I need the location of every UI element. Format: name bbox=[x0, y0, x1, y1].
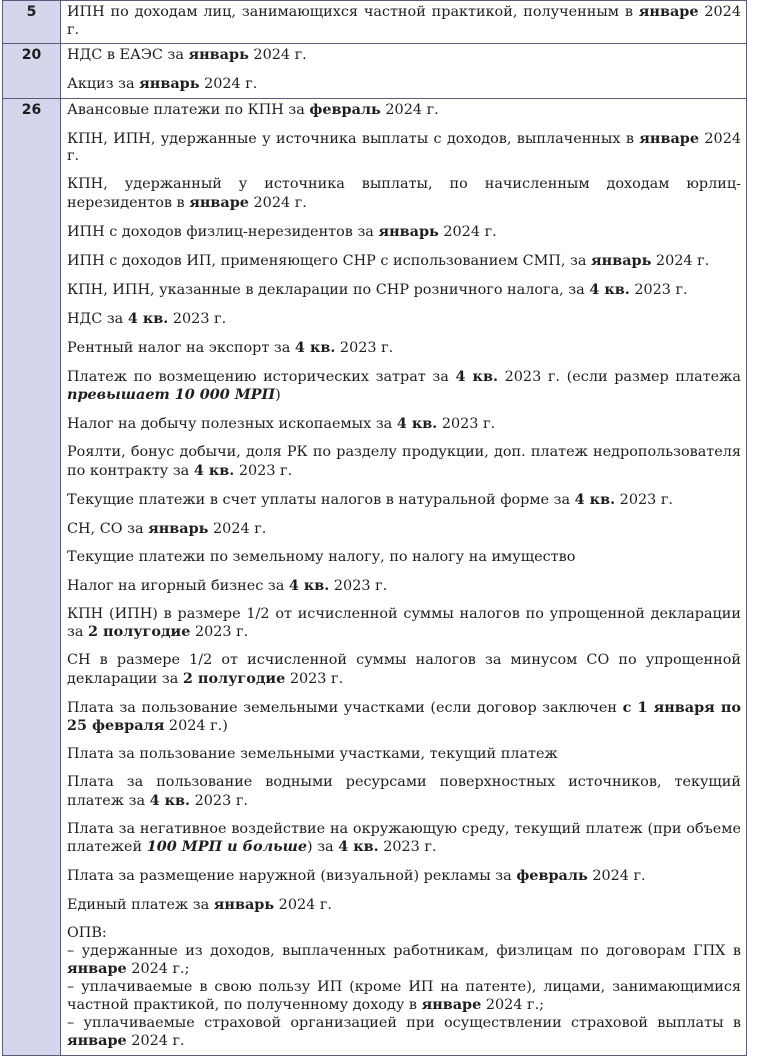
text-run: Рентный налог на экспорт за bbox=[67, 339, 295, 356]
text-run: 2024 г.) bbox=[164, 718, 228, 734]
emphasis-run: 4 кв. bbox=[294, 338, 336, 356]
obligation-item bbox=[67, 252, 741, 271]
emphasis-run: 4 кв. bbox=[149, 791, 191, 809]
obligation-item bbox=[67, 774, 741, 810]
text-run: 2024 г.; bbox=[481, 997, 545, 1013]
obligation-item bbox=[67, 867, 741, 886]
emphasis-run: 4 кв. bbox=[396, 415, 438, 432]
text-run: 2024 г. bbox=[126, 1033, 185, 1049]
table-row bbox=[3, 1, 747, 44]
text-run: Плата за негативное воздействие на окружающую среду, текущий платеж (при объеме платежей bbox=[67, 820, 741, 855]
text-run: Плата за пользование земельными участками, текущий платеж bbox=[67, 746, 558, 762]
emphasis-run: февраль bbox=[309, 100, 381, 118]
emphasis-run: превышает 10 000 МРП bbox=[67, 386, 276, 403]
obligations-cell bbox=[61, 44, 747, 99]
text-run: Текущие платежи по земельному налогу, по налогу на имущество bbox=[67, 548, 576, 565]
text-run: 2023 г. bbox=[234, 462, 293, 479]
obligation-item bbox=[67, 925, 741, 1051]
emphasis-run: с 1 января по 25 февраля bbox=[67, 698, 741, 734]
text-run: 2024 г. bbox=[199, 76, 258, 92]
obligation-item bbox=[67, 896, 741, 915]
text-run: 2023 г. bbox=[378, 839, 437, 855]
text-run: 2023 г. bbox=[168, 310, 227, 327]
obligation-item bbox=[67, 101, 741, 120]
text-run: 2024 г. bbox=[380, 101, 439, 118]
obligation-item bbox=[67, 130, 741, 166]
emphasis-run: 100 МРП и больше bbox=[146, 838, 307, 855]
text-run: 2024 г. bbox=[248, 194, 307, 211]
text-run: 2024 г. bbox=[67, 4, 741, 38]
day-number: 26 bbox=[3, 98, 61, 1055]
obligation-item bbox=[67, 444, 741, 480]
text-run: ОПВ: bbox=[67, 925, 107, 941]
obligation-line bbox=[67, 925, 741, 943]
obligation-line bbox=[67, 943, 741, 979]
text-run: 2024 г. bbox=[208, 520, 267, 537]
text-run: 2023 г. bbox=[190, 792, 248, 809]
emphasis-run: 4 кв. bbox=[589, 280, 630, 298]
emphasis-run: 4 кв. bbox=[193, 461, 235, 479]
obligation-item bbox=[67, 821, 741, 857]
text-run: 2024 г. bbox=[248, 47, 307, 63]
text-run: ИПН с доходов ИП, применяющего СНР с использованием СМП, за bbox=[67, 252, 592, 269]
text-run: 2024 г. bbox=[274, 897, 332, 913]
obligation-item bbox=[67, 746, 741, 764]
emphasis-run: 4 кв. bbox=[288, 576, 330, 594]
obligation-item bbox=[67, 176, 741, 212]
emphasis-run: январь bbox=[213, 896, 275, 913]
text-run: Акциз за bbox=[67, 76, 140, 92]
obligation-item bbox=[67, 652, 741, 688]
emphasis-run: 4 кв. bbox=[574, 490, 616, 508]
text-run: ИПН с доходов физлиц-нерезидентов за bbox=[67, 223, 379, 240]
emphasis-run: февраль bbox=[516, 867, 588, 884]
tax-calendar-table bbox=[2, 0, 747, 1056]
emphasis-run: январе bbox=[421, 996, 482, 1013]
text-run: – уплачиваемые страховой организацией при осуществлении страховой выплаты в bbox=[67, 1014, 741, 1031]
text-run: – уплачиваемые в свою пользу ИП (кроме ИП на патенте), лицами, занимающимися частной практикой, по полученному доходу в bbox=[67, 978, 741, 1013]
text-run: 2024 г.; bbox=[126, 961, 190, 977]
text-run: ) bbox=[275, 387, 281, 403]
text-run: НДС за bbox=[67, 310, 128, 327]
obligations-cell bbox=[61, 1, 747, 44]
text-run: СН, СО за bbox=[67, 520, 149, 537]
text-run: ИПН по доходам лиц, занимающихся частной практикой, полученным в bbox=[67, 4, 639, 20]
emphasis-run: январе bbox=[67, 1032, 127, 1049]
obligations-cell bbox=[61, 98, 747, 1055]
obligation-item bbox=[67, 339, 741, 358]
text-run: Плата за пользование водными ресурсами поверхностных источников, текущий платеж за bbox=[67, 774, 741, 809]
text-run: Плата за пользование земельными участками (если договор заключен bbox=[67, 699, 623, 716]
obligation-item bbox=[67, 606, 741, 642]
emphasis-run: 4 кв. bbox=[127, 309, 169, 327]
text-run: 2024 г. bbox=[587, 868, 646, 884]
text-run: Платеж по возмещению исторических затрат за bbox=[67, 368, 456, 385]
emphasis-run: 4 кв. bbox=[455, 367, 498, 385]
text-run: КПН, ИПН, удержанные у источника выплаты с доходов, выплаченных в bbox=[67, 130, 640, 147]
day-number: 20 bbox=[3, 44, 61, 99]
obligation-item bbox=[67, 281, 741, 300]
obligation-item bbox=[67, 75, 741, 94]
text-run: НДС в ЕАЭС за bbox=[67, 47, 189, 63]
text-run: 2023 г. bbox=[437, 416, 496, 432]
obligation-item bbox=[67, 699, 741, 736]
text-run: 2023 г. bbox=[335, 339, 394, 356]
text-run: Текущие платежи в счет уплаты налогов в натуральной форме за bbox=[67, 491, 575, 508]
obligation-item bbox=[67, 491, 741, 510]
emphasis-run: январь bbox=[591, 251, 652, 269]
obligation-item bbox=[67, 46, 741, 65]
text-run: Единый платеж за bbox=[67, 897, 214, 913]
obligation-item bbox=[67, 368, 741, 405]
obligation-item bbox=[67, 310, 741, 329]
text-run: 2023 г. bbox=[329, 577, 388, 594]
obligation-item bbox=[67, 549, 741, 567]
obligation-line bbox=[67, 1015, 741, 1051]
emphasis-run: январь bbox=[139, 75, 200, 92]
emphasis-run: январь bbox=[188, 46, 249, 63]
emphasis-run: январе bbox=[189, 193, 249, 211]
emphasis-run: 2 полугодие bbox=[88, 623, 191, 640]
emphasis-run: январе bbox=[639, 129, 700, 147]
text-run: Плата за размещение наружной (визуальной) рекламы за bbox=[67, 868, 517, 884]
emphasis-run: январе bbox=[638, 3, 699, 20]
day-number: 5 bbox=[3, 1, 61, 44]
text-run: 2023 г. bbox=[615, 491, 673, 508]
text-run: 2023 г. bbox=[285, 670, 344, 687]
text-run: Авансовые платежи по КПН за bbox=[67, 101, 310, 118]
text-run: Роялти, бонус добычи, доля РК по разделу продукции, доп. платеж недропользователя по контракту за bbox=[67, 444, 741, 479]
table-row bbox=[3, 98, 747, 1055]
emphasis-run: январь bbox=[148, 519, 209, 537]
text-run: 2024 г. bbox=[67, 130, 742, 164]
emphasis-run: январе bbox=[67, 960, 127, 977]
obligation-item bbox=[67, 3, 741, 39]
obligation-item bbox=[67, 223, 741, 242]
obligation-item bbox=[67, 520, 741, 539]
text-run: 2023 г. bbox=[629, 281, 688, 298]
text-run: 2024 г. bbox=[438, 223, 497, 240]
text-run: – удержанные из доходов, выплаченных работникам, физлицам по договорам ГПХ в bbox=[67, 942, 741, 959]
obligation-line bbox=[67, 979, 741, 1015]
text-run: 2024 г. bbox=[651, 252, 710, 269]
text-run: 2023 г. bbox=[190, 624, 249, 640]
text-run: КПН, удержанный у источника выплаты, по начисленным доходам юрлиц-нерезидентов в bbox=[67, 176, 741, 211]
text-run: ) за bbox=[307, 839, 339, 855]
text-run: 2023 г. (если размер платежа bbox=[497, 368, 742, 385]
emphasis-run: 4 кв. bbox=[338, 838, 379, 855]
text-run: КПН, ИПН, указанные в декларации по СНР розничного налога, за bbox=[67, 281, 590, 298]
text-run: Налог на добычу полезных ископаемых за bbox=[67, 416, 397, 432]
text-run: СН в размере 1/2 от исчисленной суммы налогов за минусом СО по упрощенной декларации за bbox=[67, 652, 741, 687]
table-row bbox=[3, 44, 747, 99]
text-run: Налог на игорный бизнес за bbox=[67, 577, 289, 594]
text-run: КПН (ИПН) в размере 1/2 от исчисленной суммы налогов по упрощенной декларации за bbox=[67, 605, 741, 640]
obligation-item bbox=[67, 577, 741, 596]
obligation-item bbox=[67, 415, 741, 434]
emphasis-run: январь bbox=[378, 222, 439, 240]
emphasis-run: 2 полугодие bbox=[182, 669, 286, 687]
